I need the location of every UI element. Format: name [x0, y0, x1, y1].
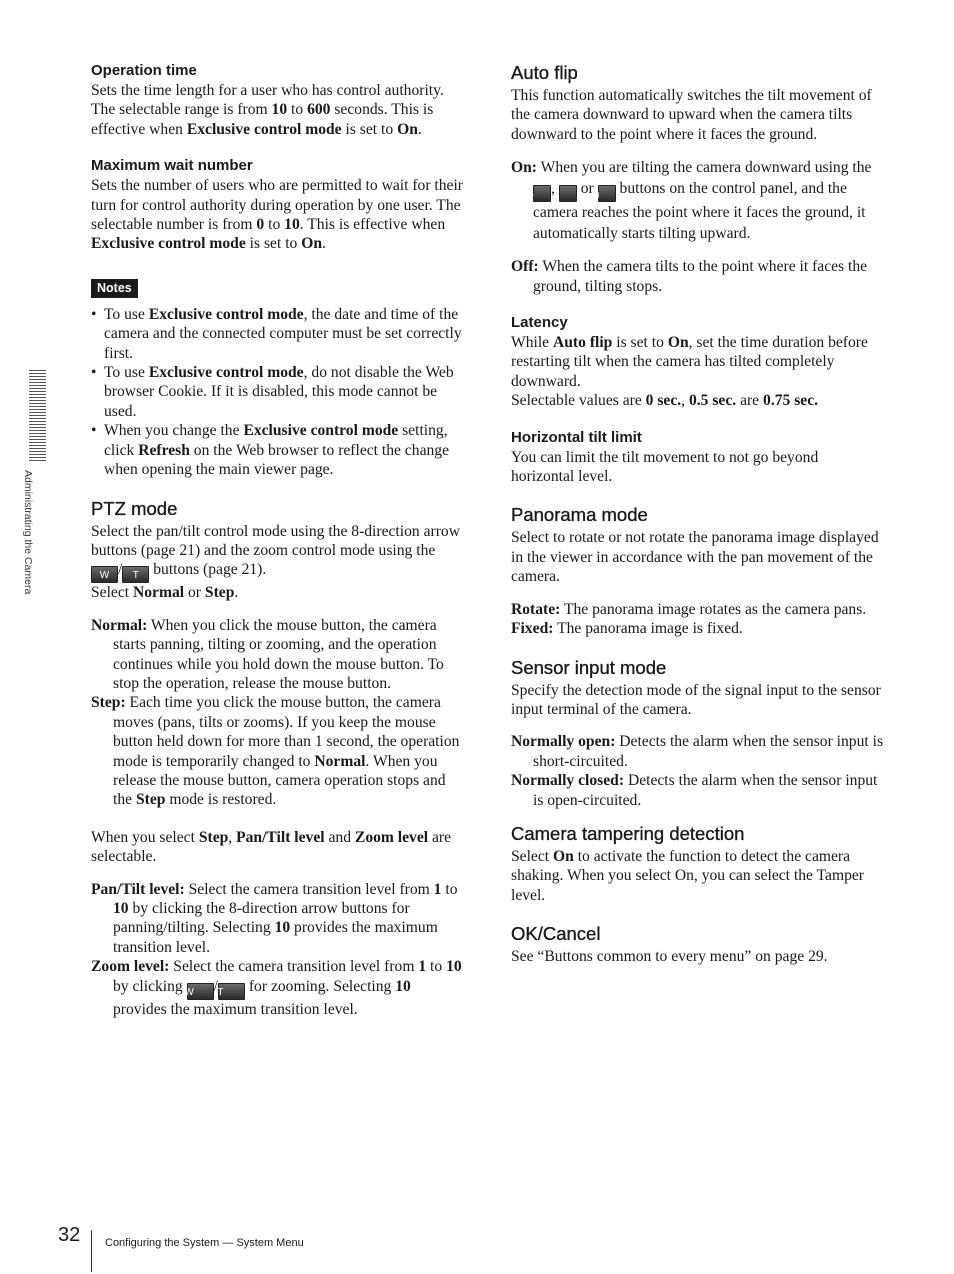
- camera-tampering-text: Select On to activate the function to detect the camera shaking. When you select On, you can select the Tamper level.: [511, 847, 864, 904]
- right-column: [511, 62, 885, 967]
- ptz-step-note: When you select Step, Pan/Tilt level and Zoom level are selectable.: [91, 828, 452, 866]
- ok-cancel-text: See “Buttons common to every menu” on page 29.: [511, 948, 828, 966]
- sensor-input-mode-heading: Sensor input mode: [511, 656, 667, 678]
- note-item: • When you change the Exclusive control mode setting, click Refresh on the Web browser to reflect the change when opening the main viewer page.: [91, 421, 464, 479]
- panorama-fixed-definition: Fixed: The panorama image is fixed.: [511, 620, 743, 638]
- zoom-tele-button-icon: T: [218, 983, 245, 1000]
- panorama-mode-heading: Panorama mode: [511, 504, 648, 526]
- note-item: • To use Exclusive control mode, the date and time of the camera and the connected computer must be set correctly first.: [91, 305, 464, 363]
- operation-time-heading: Operation time: [91, 62, 197, 79]
- sensor-intro: Specify the detection mode of the signal input to the sensor input terminal of the camera.: [511, 681, 881, 718]
- ptz-normal-definition: Normal: When you click the mouse button, the camera starts panning, tilting or zooming, and the operation continues while you hold down the mouse button. To stop the operation, release the mouse button.: [91, 616, 444, 692]
- horizontal-tilt-limit-text: You can limit the tilt movement to not go beyond horizontal level.: [511, 448, 819, 486]
- sensor-normally-open-definition: Normally open: Detects the alarm when the sensor input is short-circuited.: [511, 733, 884, 770]
- footer-title: Configuring the System — System Menu: [105, 1237, 304, 1249]
- pan-tilt-level-definition: Pan/Tilt level: Select the camera transition level from 1 to 10 by clicking the 8-direction arrow buttons for panning/tilting. Selecting 10 provides the maximum transition level.: [91, 880, 458, 956]
- panorama-rotate-definition: Rotate: The panorama image rotates as the camera pans.: [511, 600, 867, 618]
- ptz-select: Select Normal or Step.: [91, 584, 239, 602]
- max-wait-heading: Maximum wait number: [91, 157, 253, 175]
- ok-cancel-heading: OK/Cancel: [511, 923, 601, 945]
- latency-heading: Latency: [511, 314, 568, 332]
- play-right-icon: ▶: [533, 185, 551, 202]
- ptz-step-definition: Step: Each time you click the mouse button, the camera moves (pans, tilts or zooms). If you keep the mouse button held down for more than 1 second, the operation mode is temporarily changed to Normal. When you release the mouse button, camera operation stops and the Step mode is restored.: [91, 694, 460, 809]
- note-item: • To use Exclusive control mode, do not disable the Web browser Cookie. If it is disabled, this mode cannot be used.: [91, 363, 464, 421]
- triangle-left-icon: ◀: [598, 185, 616, 202]
- max-wait-text: Sets the number of users who are permitted to wait for their turn for control authority during operation by one user. The selectable number is from 0 to 10. This is effective when Exclusive control mode is set to On.: [91, 177, 463, 253]
- notes-label: Notes: [91, 279, 138, 298]
- auto-flip-heading: Auto flip: [511, 62, 578, 83]
- camera-tampering-heading: Camera tampering detection: [511, 822, 745, 844]
- auto-flip-on-definition: On: When you are tilting the camera downward using the ▶ ▼ or ◀ buttons on the control panel, and the camera reaches the point where it faces the ground, it automatically starts tilting upward.: [511, 159, 872, 243]
- latency-text: While Auto flip is set to On, set the time duration before restarting tilt when the camera has tilted completely downward.: [511, 334, 868, 390]
- auto-flip-intro: This function automatically switches the tilt movement of the camera downward to upward when the camera tilts downward to the point where it faces the ground.: [511, 87, 872, 143]
- zoom-level-definition: Zoom level: Select the camera transition level from 1 to 10 by clicking W /T for zooming. Selecting 10 provides the maximum transition level.: [91, 958, 462, 1018]
- operation-time-text: Sets the time length for a user who has control authority. The selectable range is from 10 to 600 seconds. This is effective when Exclusive control mode is set to On.: [91, 82, 444, 138]
- page-number: 32: [58, 1224, 81, 1246]
- ptz-mode-heading: PTZ mode: [91, 497, 178, 519]
- zoom-tele-button-icon: T: [122, 566, 149, 583]
- chapter-side-label: Administrating the Camera: [22, 470, 34, 595]
- triangle-down-icon: ▼: [559, 185, 577, 202]
- horizontal-tilt-limit-heading: Horizontal tilt limit: [511, 428, 642, 446]
- notes-list: [91, 305, 464, 480]
- chapter-index-tab: [29, 370, 46, 462]
- auto-flip-off-definition: Off: When the camera tilts to the point where it faces the ground, tilting stops.: [511, 258, 868, 295]
- footer-divider: [91, 1230, 92, 1272]
- zoom-wide-button-icon: W: [91, 566, 118, 583]
- zoom-wide-button-icon: W: [187, 983, 214, 1000]
- latency-values: Selectable values are 0 sec., 0.5 sec. are 0.75 sec.: [511, 392, 819, 410]
- sensor-normally-closed-definition: Normally closed: Detects the alarm when the sensor input is open-circuited.: [511, 772, 878, 809]
- ptz-intro: Select the pan/tilt control mode using the 8-direction arrow buttons (page 21) and the zoom control mode using the W / T buttons (page 21).: [91, 522, 460, 582]
- panorama-intro: Select to rotate or not rotate the panorama image displayed in the viewer in accordance with the pan movement of the camera.: [511, 529, 879, 586]
- left-column: [91, 62, 464, 1019]
